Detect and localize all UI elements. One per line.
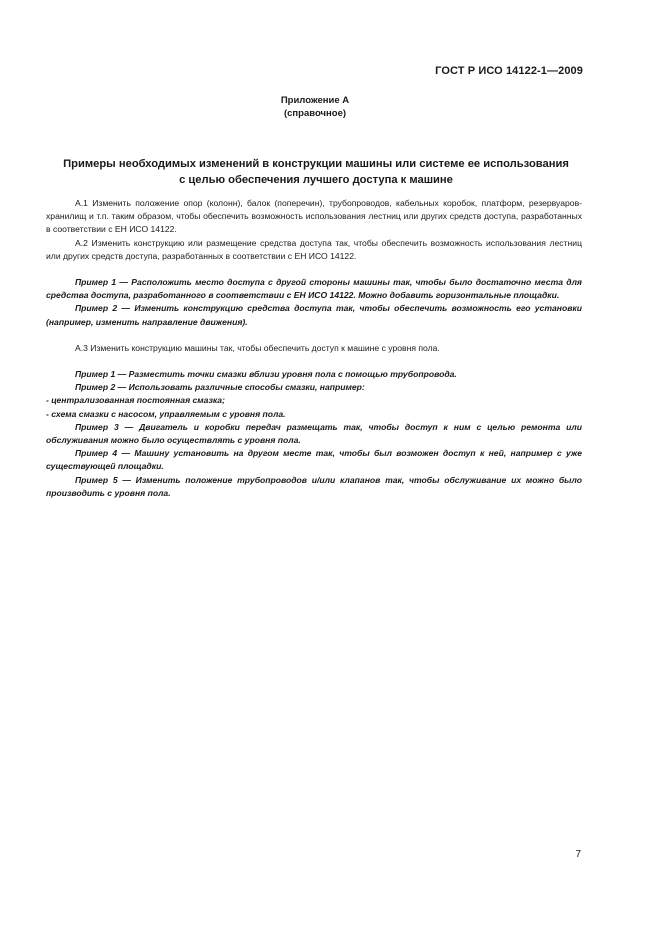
document-body bbox=[46, 197, 582, 500]
annex-title: Приложение А bbox=[280, 95, 350, 106]
example-a3-3: Пример 3 — Двигатель и коробки передач размещать так, чтобы доступ к ним с целью ремонта или обслуживания можно было осуществлять с уровня пола. bbox=[46, 421, 582, 446]
example-a3-1: Пример 1 — Разместить точки смазки вблизи уровня пола с помощью трубопровода. bbox=[75, 369, 457, 380]
page-number: 7 bbox=[575, 849, 581, 860]
document-standard-code: ГОСТ Р ИСО 14122-1—2009 bbox=[435, 65, 583, 77]
example-a3-2-list-item-1: - централизованная постоянная смазка; bbox=[46, 395, 225, 406]
section-title-line-1: Примеры необходимых изменений в конструкции машины или системе ее использования bbox=[63, 158, 569, 170]
annex-subtitle: (справочное) bbox=[283, 108, 347, 119]
paragraph-a2: А.2 Изменить конструкцию или размещение средства доступа так, чтобы обеспечить возможность использования лестниц или других средств доступа, разработанных в соответствии с ЕН ИСО 14122. bbox=[46, 237, 582, 261]
example-a3-2-list-item-2: - схема смазки с насосом, управляемым с уровня пола. bbox=[46, 408, 286, 419]
example-a3-5: Пример 5 — Изменить положение трубопроводов и/или клапанов так, чтобы обслуживание их можно было производить с уровня пола. bbox=[46, 474, 582, 498]
section-title-line-2: с целью обеспечения лучшего доступа к машине bbox=[179, 174, 453, 186]
annex-heading bbox=[0, 94, 630, 120]
example-a3-2: Пример 2 — Использовать различные способы смазки, например: bbox=[75, 382, 365, 393]
paragraph-a1: А.1 Изменить положение опор (колонн), балок (поперечин), трубопроводов, кабельных коробок, платформ, резервуаров-хранилищ и т.п. таким образом, чтобы обеспечить возможность использования лестниц или других средств доступа, разработанных в соответствии с ЕН ИСО 14122. bbox=[46, 198, 582, 235]
paragraph-a3: А.3 Изменить конструкцию машины так, чтобы обеспечить доступ к машине с уровня пола. bbox=[75, 342, 440, 353]
example-a3-4: Пример 4 — Машину установить на другом месте так, чтобы был возможен доступ к ней, например с уже существующей площадки. bbox=[46, 448, 582, 472]
example-a2-2: Пример 2 — Изменить конструкцию средства доступа так, чтобы обеспечить возможность его установки (например, изменить направление движения). bbox=[46, 303, 582, 327]
example-a2-1: Пример 1 — Расположить место доступа с другой стороны машины так, чтобы было достаточно места для средства доступа, разработанного в соответствии с ЕН ИСО 14122. Можно добавить горизонтальные площадки. bbox=[46, 277, 582, 301]
section-title bbox=[40, 156, 592, 188]
